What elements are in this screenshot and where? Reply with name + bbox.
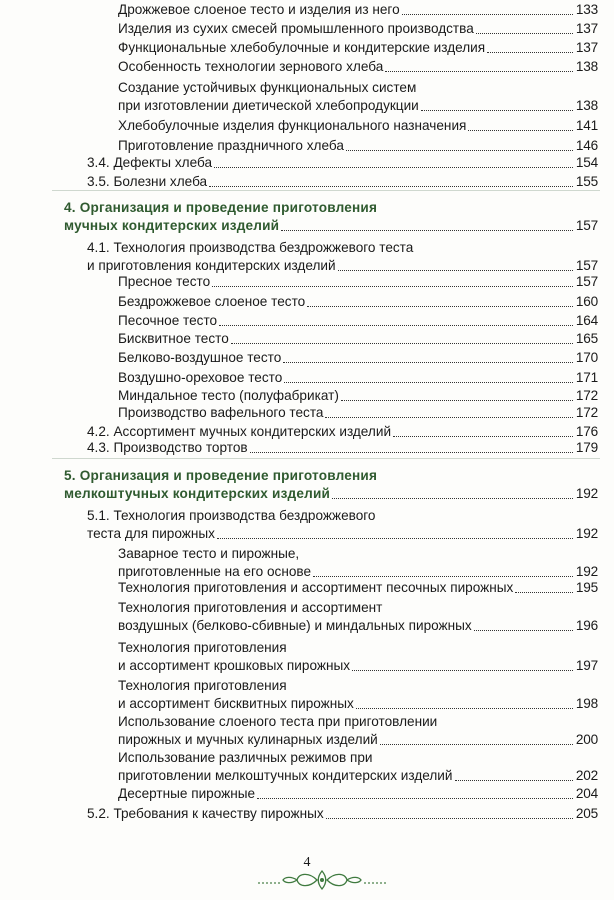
toc-entry	[0, 784, 614, 804]
dot-leader	[250, 452, 573, 453]
entry-title: Воздушно-ореховое тесто	[118, 370, 283, 385]
toc-entry-line	[0, 712, 614, 732]
entry-title: Изделия из сухих смесей промышленного производства	[118, 21, 474, 36]
dot-leader	[468, 130, 573, 131]
page-ref: 141	[575, 118, 598, 133]
dot-leader	[352, 670, 573, 671]
entry-title: теста для пирожных	[87, 526, 215, 541]
dot-leader	[341, 400, 573, 401]
page-ref: 176	[575, 424, 598, 439]
entry-title: воздушных (белково-сбивные) и миндальных пирожных	[118, 618, 472, 633]
entry-title: пирожных и мучных кулинарных изделий	[118, 732, 378, 747]
page-ref: 195	[575, 580, 598, 595]
toc-entry-line	[0, 748, 614, 768]
toc-entry-line	[0, 544, 614, 564]
page-ref: 164	[575, 313, 598, 328]
entry-title: Десертные пирожные	[118, 786, 256, 801]
page-ref: 172	[575, 405, 598, 420]
page-ref: 133	[575, 2, 598, 17]
toc-entry	[0, 484, 614, 504]
dot-leader	[284, 382, 573, 383]
toc-entry-line	[0, 598, 614, 618]
entry-title: Хлебобулочные изделия функционального назначения	[118, 118, 467, 133]
page-ref: 137	[575, 21, 598, 36]
entry-title: Песочное тесто	[118, 313, 218, 328]
page-ref: 157	[575, 218, 598, 233]
chapter-separator	[52, 190, 600, 191]
toc-entry	[0, 348, 614, 368]
entry-title: Технология приготовления	[118, 640, 287, 655]
page-ref: 200	[575, 732, 598, 747]
entry-title: при изготовлении диетической хлебопродукции	[118, 98, 419, 113]
page-ref: 196	[575, 618, 598, 633]
toc-entry	[0, 292, 614, 312]
dot-leader	[217, 538, 573, 539]
toc-entry	[0, 329, 614, 349]
entry-title: Дрожжевое слоеное тесто и изделия из него	[118, 2, 400, 17]
entry-title: 4.3. Производство тортов	[87, 440, 248, 455]
dot-leader	[231, 343, 573, 344]
page-ref: 170	[575, 350, 598, 365]
page-ref: 192	[575, 486, 598, 501]
entry-title: 5.2. Требования к качеству пирожных	[87, 806, 324, 821]
dot-leader	[338, 270, 573, 271]
dot-leader	[474, 630, 573, 631]
page-ref: 205	[575, 806, 598, 821]
page-ref: 137	[575, 40, 598, 55]
entry-title: 4.2. Ассортимент мучных кондитерских изделий	[87, 424, 392, 439]
dot-leader	[307, 306, 573, 307]
decorative-ornament	[257, 867, 387, 893]
toc-entry	[0, 524, 614, 544]
page-ref: 192	[575, 564, 598, 579]
page-ref: 179	[575, 440, 598, 455]
page-ref: 138	[575, 98, 598, 113]
entry-title: 4.1. Технология производства бездрожжевого теста	[87, 240, 414, 255]
page-ref: 157	[575, 274, 598, 289]
toc-entry	[0, 57, 614, 77]
entry-title: Бисквитное тесто	[118, 331, 229, 346]
toc-entry	[0, 153, 614, 173]
toc-entry	[0, 694, 614, 714]
toc-entry-line	[0, 676, 614, 696]
entry-title: Особенность технологии зернового хлеба	[118, 59, 384, 74]
page-ref: 146	[575, 138, 598, 153]
dot-leader	[356, 708, 573, 709]
toc-entry	[0, 368, 614, 388]
entry-title: и ассортимент бисквитных пирожных	[118, 696, 354, 711]
page-ref: 154	[575, 155, 598, 170]
chapter-title: мучных кондитерских изделий	[64, 218, 280, 233]
chapter-title: 5. Организация и проведение приготовления	[64, 468, 378, 483]
toc-entry	[0, 116, 614, 136]
dot-leader	[393, 436, 573, 437]
dot-leader	[487, 52, 573, 53]
entry-title: Технология приготовления и ассортимент песочных пирожных	[118, 580, 514, 595]
toc-entry	[0, 311, 614, 331]
dot-leader	[214, 167, 573, 168]
dot-leader	[515, 592, 573, 593]
dot-leader	[219, 325, 573, 326]
toc-entry	[0, 616, 614, 636]
toc-entry-line	[0, 466, 614, 486]
entry-title: приготовленные на его основе	[118, 564, 312, 579]
page-ref: 202	[575, 768, 598, 783]
entry-title: и приготовления кондитерских изделий	[87, 258, 336, 273]
entry-title: Использование слоеного теста при приготовлении	[118, 714, 438, 729]
dot-leader	[476, 33, 573, 34]
dot-leader	[455, 780, 573, 781]
toc-entry	[0, 403, 614, 423]
toc-entry	[0, 804, 614, 824]
toc-entry-line	[0, 238, 614, 258]
entry-title: Белково-воздушное тесто	[118, 350, 282, 365]
entry-title: приготовлении мелкоштучных кондитерских изделий	[118, 768, 453, 783]
toc-entry-line	[0, 198, 614, 218]
entry-title: Создание устойчивых функциональных систем	[118, 80, 417, 95]
page-ref: 171	[575, 370, 598, 385]
chapter-title: мелкоштучных кондитерских изделий	[64, 486, 331, 501]
dot-leader	[325, 417, 573, 418]
toc-entry	[0, 656, 614, 676]
entry-title: Бездрожжевое слоеное тесто	[118, 294, 306, 309]
dot-leader	[212, 286, 573, 287]
page-ref: 197	[575, 658, 598, 673]
dot-leader	[326, 818, 573, 819]
toc-entry	[0, 19, 614, 39]
dot-leader	[281, 230, 573, 231]
dot-leader	[346, 150, 573, 151]
entry-title: Использование различных режимов при	[118, 750, 373, 765]
entry-title: Технология приготовления	[118, 678, 287, 693]
entry-title: Заварное тесто и пирожные,	[118, 546, 300, 561]
entry-title: Технология приготовления и ассортимент	[118, 600, 383, 615]
page-number: 4	[303, 855, 311, 870]
page-ref: 138	[575, 59, 598, 74]
toc-entry	[0, 438, 614, 458]
dot-leader	[257, 798, 573, 799]
dot-leader	[332, 498, 573, 499]
page-ref: 155	[575, 174, 598, 189]
entry-title: Приготовление праздничного хлеба	[118, 138, 344, 153]
page-ref: 165	[575, 331, 598, 346]
toc-entry-line	[0, 78, 614, 98]
toc-entry	[0, 172, 614, 192]
dot-leader	[385, 71, 573, 72]
chapter-title: 4. Организация и проведение приготовления	[64, 200, 378, 215]
toc-entry	[0, 38, 614, 58]
dot-leader	[402, 14, 573, 15]
entry-title: и ассортимент крошковых пирожных	[118, 658, 351, 673]
toc-entry-line	[0, 638, 614, 658]
toc-entry-line	[0, 506, 614, 526]
entry-title: Миндальное тесто (полуфабрикат)	[118, 388, 339, 403]
entry-title: Пресное тесто	[118, 274, 211, 289]
page-ref: 157	[575, 258, 598, 273]
dot-leader	[421, 110, 573, 111]
page-ref: 192	[575, 526, 598, 541]
dot-leader	[209, 186, 573, 187]
toc-entry	[0, 730, 614, 750]
dot-leader	[380, 744, 573, 745]
toc-entry	[0, 272, 614, 292]
toc-entry	[0, 96, 614, 116]
chapter-separator	[52, 458, 600, 459]
dot-leader	[313, 576, 573, 577]
toc-entry	[0, 0, 614, 20]
dot-leader	[283, 362, 573, 363]
toc-entry	[0, 216, 614, 236]
page-ref: 198	[575, 696, 598, 711]
entry-title: Производство вафельного теста	[118, 405, 324, 420]
toc-entry	[0, 766, 614, 786]
page-ref: 204	[575, 786, 598, 801]
page-ref: 160	[575, 294, 598, 309]
entry-title: 5.1. Технология производства бездрожжевого	[87, 508, 376, 523]
entry-title: 3.4. Дефекты хлеба	[87, 155, 213, 170]
entry-title: Функциональные хлебобулочные и кондитерские изделия	[118, 40, 486, 55]
entry-title: 3.5. Болезни хлеба	[87, 174, 208, 189]
toc-entry	[0, 578, 614, 598]
page-ref: 172	[575, 388, 598, 403]
